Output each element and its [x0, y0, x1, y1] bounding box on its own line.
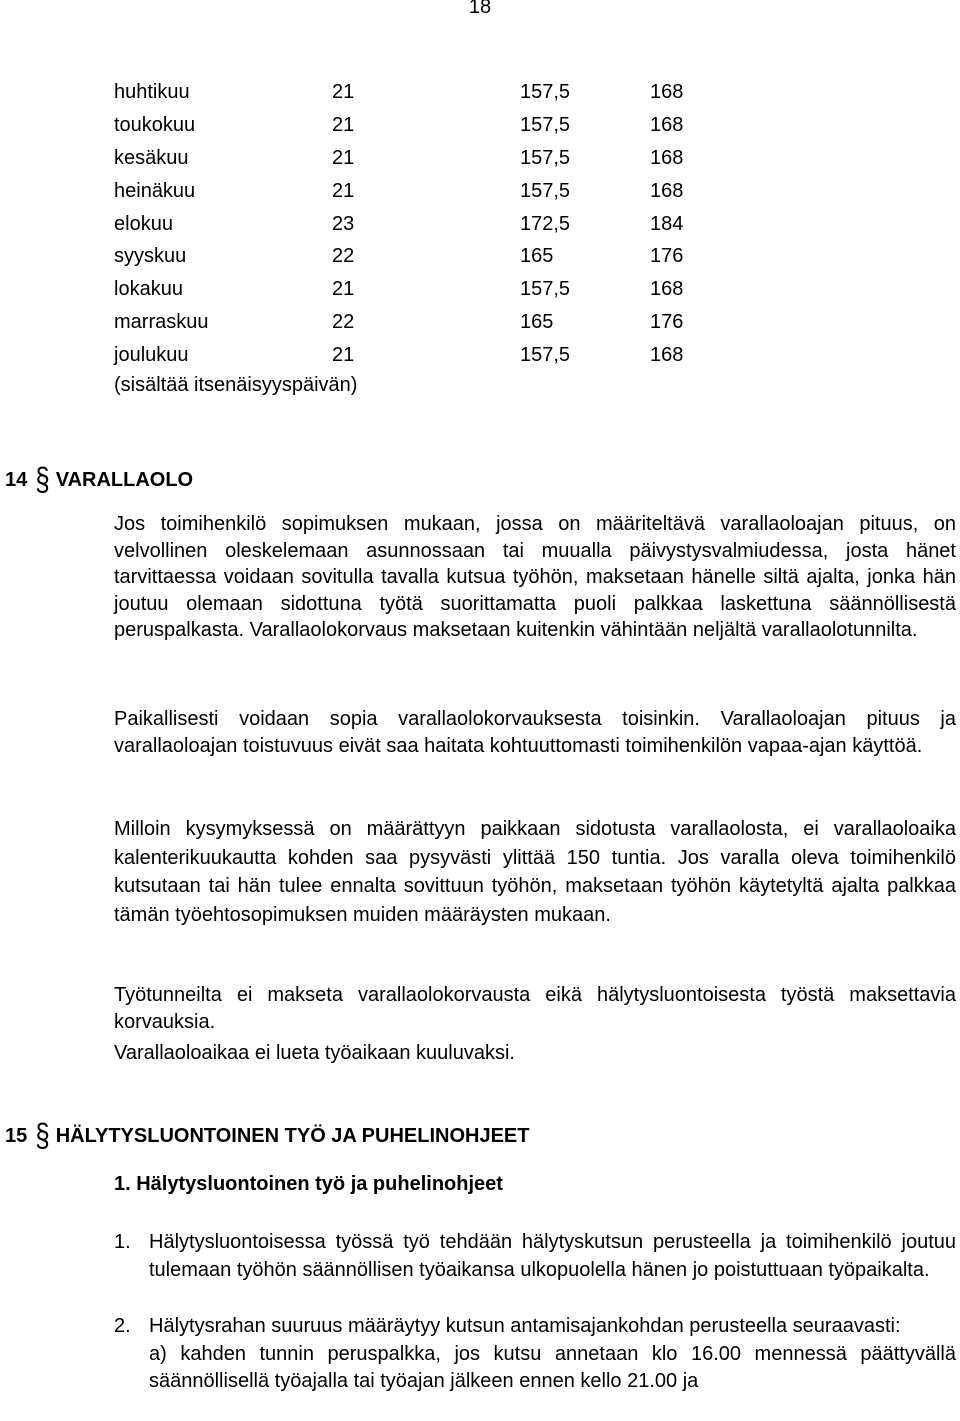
hours-cell: 168 [650, 344, 684, 367]
table-row [114, 78, 734, 111]
section-symbol: § [35, 1116, 50, 1154]
days-cell: 21 [332, 179, 355, 202]
hours-cell: 168 [650, 278, 684, 301]
days-cell: 22 [332, 311, 355, 334]
section-number: 15 [5, 1125, 28, 1147]
list-item [114, 1313, 956, 1396]
days-cell: 21 [332, 113, 355, 136]
hours-cell: 176 [650, 311, 684, 334]
month-hours-table [114, 78, 734, 374]
hours-cell: 157,5 [520, 344, 571, 367]
table-row [114, 144, 734, 177]
hours-cell: 168 [650, 113, 684, 136]
table-row [114, 275, 734, 308]
hours-cell: 172,5 [520, 212, 571, 235]
hours-cell: 157,5 [520, 146, 571, 169]
months-note: (sisältää itsenäisyyspäivän) [114, 374, 358, 396]
list-number: 1. [114, 1231, 131, 1253]
numbered-list [114, 1313, 956, 1396]
hours-cell: 157,5 [520, 179, 571, 202]
hours-cell: 157,5 [520, 81, 571, 103]
hours-cell: 165 [520, 245, 554, 268]
table-row [114, 308, 734, 341]
section-symbol: § [35, 460, 50, 498]
table-row [114, 210, 734, 243]
hours-cell: 168 [650, 146, 684, 169]
list-item-text: Hälytysluontoisessa työssä työ tehdään hälytyskutsun perusteella ja toimihenkilö joutuu tulemaan työhön säännöllisen työaikansa ulkopuolella hänen jo poistuttuaan työpaikalta. [149, 1231, 956, 1281]
hours-cell: 165 [520, 311, 554, 334]
hours-cell: 184 [650, 212, 684, 235]
page-number: 18 [468, 0, 492, 18]
section-title: HÄLYTYSLUONTOINEN TYÖ JA PUHELINOHJEET [55, 1125, 530, 1147]
hours-cell: 168 [650, 81, 684, 103]
section-14-heading [5, 460, 194, 498]
days-cell: 21 [332, 146, 355, 169]
paragraph: Varallaoloaikaa ei lueta työaikaan kuuluvaksi. [114, 1042, 515, 1064]
paragraph: Työtunneilta ei makseta varallaolokorvausta eikä hälytysluontoisesta työstä maksettavia korvauksia. [114, 984, 956, 1033]
table-row [114, 111, 734, 144]
paragraph: Milloin kysymyksessä on määrättyyn paikkaan sidotusta varallaolosta, ei varallaoloaika kalenterikuukautta kohden saa pysyvästi ylittää 150 tuntia. Jos varalla oleva toimihenkilö kutsutaan tai hän tulee ennalta sovittuun työhön, maksetaan työhön käytetyltä ajalta palkkaa tämän työehtosopimuksen muiden määräysten mukaan. [114, 818, 956, 927]
subheading: 1. Hälytysluontoinen työ ja puhelinohjeet [114, 1173, 503, 1195]
month-cell: heinäkuu [114, 179, 196, 202]
hours-cell: 157,5 [520, 113, 571, 136]
table-row [114, 341, 734, 374]
days-cell: 21 [332, 278, 355, 301]
days-cell: 23 [332, 212, 355, 235]
table-row [114, 177, 734, 210]
days-cell: 21 [332, 81, 355, 103]
sub-item-text: a) kahden tunnin peruspalkka, jos kutsu annetaan klo 16.00 mennessä päättyvällä säännöllisellä työajalla tai työajan jälkeen ennen kello 21.00 ja [149, 1342, 956, 1392]
month-cell: toukokuu [114, 113, 196, 136]
month-cell: marraskuu [114, 311, 209, 334]
hours-cell: 168 [650, 179, 684, 202]
month-cell: huhtikuu [114, 81, 190, 103]
hours-cell: 176 [650, 245, 684, 268]
section-number: 14 [5, 469, 28, 491]
list-item-text: Hälytysrahan suuruus määräytyy kutsun antamisajankohdan perusteella seuraavasti: [149, 1315, 901, 1337]
list-item [114, 1229, 956, 1284]
paragraph: Jos toimihenkilö sopimuksen mukaan, jossa on määriteltävä varallaoloajan pituus, on velvollinen oleskelemaan asunnossaan tai muualla päivystysvalmiudessa, josta hänet tarvittaessa voidaan sovitulla tavalla kutsua työhön, maksetaan hänelle siltä ajalta, jonka hän joutuu olemaan sidottuna työtä suorittamatta puoli palkkaa laskettuna säännöllisestä peruspalkasta. Varallaolokorvaus maksetaan kuitenkin vähintään neljältä varallaolotunnilta. [114, 513, 956, 642]
list-number: 2. [114, 1315, 131, 1337]
section-title: VARALLAOLO [55, 469, 194, 491]
month-cell: syyskuu [114, 245, 187, 268]
month-cell: kesäkuu [114, 146, 189, 169]
days-cell: 22 [332, 245, 355, 268]
table-row [114, 242, 734, 275]
month-cell: elokuu [114, 212, 173, 235]
hours-cell: 157,5 [520, 278, 571, 301]
paragraph: Paikallisesti voidaan sopia varallaolokorvauksesta toisinkin. Varallaoloajan pituus ja varallaoloajan toistuvuus eivät saa haitata kohtuuttomasti toimihenkilön vapaa-ajan käyttöä. [114, 708, 956, 757]
numbered-list [114, 1229, 956, 1284]
section-15-heading [5, 1116, 530, 1154]
month-cell: joulukuu [114, 344, 189, 367]
days-cell: 21 [332, 344, 355, 367]
month-cell: lokakuu [114, 278, 183, 301]
